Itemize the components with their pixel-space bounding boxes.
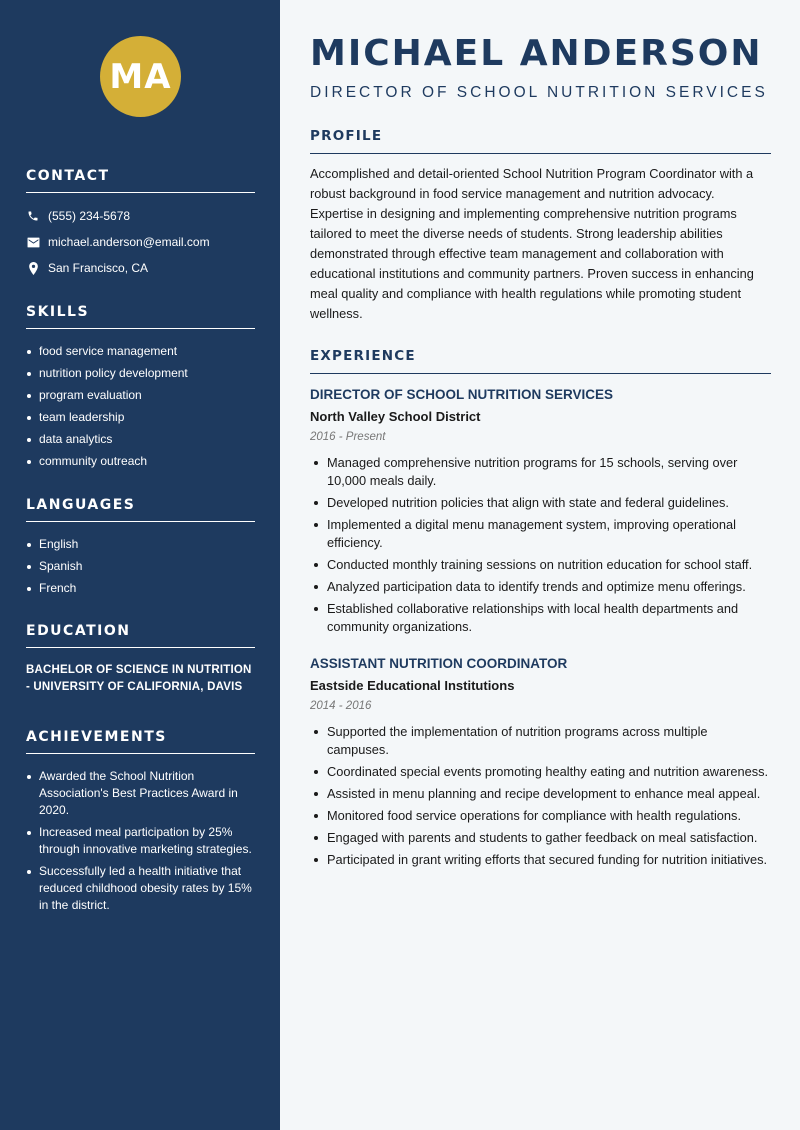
job-dates: 2016 - Present bbox=[310, 431, 386, 443]
languages-section bbox=[26, 497, 255, 602]
job-company: North Valley School District bbox=[310, 409, 481, 424]
skills-list bbox=[26, 343, 255, 470]
education-degree: BACHELOR OF SCIENCE IN NUTRITION - UNIVERSITY OF CALIFORNIA, DAVIS bbox=[26, 664, 252, 693]
achievements-section bbox=[26, 729, 255, 919]
job-bullet: Analyzed participation data to identify trends and optimize menu offerings. bbox=[310, 578, 771, 596]
profile-heading: PROFILE bbox=[310, 128, 771, 154]
location-pin-icon bbox=[26, 261, 40, 275]
experience-heading: EXPERIENCE bbox=[310, 348, 771, 374]
job-bullet: Developed nutrition policies that align with state and federal guidelines. bbox=[310, 494, 771, 512]
skill-item: community outreach bbox=[26, 453, 255, 470]
job-bullet: Engaged with parents and students to gather feedback on meal satisfaction. bbox=[310, 829, 771, 847]
skill-item: nutrition policy development bbox=[26, 365, 255, 382]
achievement-item: Awarded the School Nutrition Association's Best Practices Award in 2020. bbox=[26, 768, 255, 819]
language-item: French bbox=[26, 580, 255, 597]
achievements-list bbox=[26, 768, 255, 914]
job-entry bbox=[310, 386, 771, 640]
job-company: Eastside Educational Institutions bbox=[310, 678, 515, 693]
education-section bbox=[26, 623, 255, 696]
job-bullet: Coordinated special events promoting healthy eating and nutrition awareness. bbox=[310, 763, 771, 781]
skill-item: team leadership bbox=[26, 409, 255, 426]
phone-icon bbox=[26, 209, 40, 223]
contact-email bbox=[26, 233, 255, 251]
job-bullet: Monitored food service operations for compliance with health regulations. bbox=[310, 807, 771, 825]
skill-item: food service management bbox=[26, 343, 255, 360]
job-bullets bbox=[310, 454, 771, 636]
job-bullet: Implemented a digital menu management system, improving operational efficiency. bbox=[310, 516, 771, 552]
candidate-name: MICHAEL ANDERSON bbox=[310, 33, 763, 74]
languages-heading: LANGUAGES bbox=[26, 497, 255, 522]
job-bullet: Established collaborative relationships with local health departments and community organizations. bbox=[310, 600, 771, 636]
skills-heading: SKILLS bbox=[26, 304, 255, 329]
skills-section bbox=[26, 304, 255, 475]
language-item: Spanish bbox=[26, 558, 255, 575]
sidebar bbox=[0, 0, 280, 1130]
contact-section bbox=[26, 168, 255, 285]
job-bullet: Managed comprehensive nutrition programs for 15 schools, serving over 10,000 meals daily. bbox=[310, 454, 771, 490]
email-text: michael.anderson@email.com bbox=[48, 235, 210, 249]
language-item: English bbox=[26, 536, 255, 553]
languages-list bbox=[26, 536, 255, 597]
job-bullet: Supported the implementation of nutrition programs across multiple campuses. bbox=[310, 723, 771, 759]
contact-phone bbox=[26, 207, 255, 225]
job-bullets bbox=[310, 723, 771, 869]
avatar: MA bbox=[100, 36, 181, 117]
skill-item: program evaluation bbox=[26, 387, 255, 404]
education-heading: EDUCATION bbox=[26, 623, 255, 648]
job-bullet: Participated in grant writing efforts that secured funding for nutrition initiatives. bbox=[310, 851, 771, 869]
contact-heading: CONTACT bbox=[26, 168, 255, 193]
achievement-item: Increased meal participation by 25% through innovative marketing strategies. bbox=[26, 824, 255, 858]
location-text: San Francisco, CA bbox=[48, 261, 149, 275]
job-entry bbox=[310, 655, 771, 873]
job-title: ASSISTANT NUTRITION COORDINATOR bbox=[310, 656, 568, 671]
profile-text: Accomplished and detail-oriented School Nutrition Program Coordinator with a robust background in food service management and nutrition advocacy. Expertise in designing and implementing comprehensive nutrition programs tailored to meet the diverse needs of students. Strong leadership abilities demonstrated through effective team management and collaboration with educational institutions and community partners. Proven success in enhancing meal quality and compliance with health regulations while promoting student wellness. bbox=[310, 166, 754, 321]
email-icon bbox=[26, 235, 40, 249]
job-title-header: DIRECTOR OF SCHOOL NUTRITION SERVICES bbox=[310, 84, 768, 101]
job-bullet: Conducted monthly training sessions on nutrition education for school staff. bbox=[310, 556, 771, 574]
job-dates: 2014 - 2016 bbox=[310, 700, 372, 712]
job-bullet: Assisted in menu planning and recipe development to enhance meal appeal. bbox=[310, 785, 771, 803]
achievement-item: Successfully led a health initiative that reduced childhood obesity rates by 15% in the district. bbox=[26, 863, 255, 914]
phone-text: (555) 234-5678 bbox=[48, 209, 131, 223]
skill-item: data analytics bbox=[26, 431, 255, 448]
job-title: DIRECTOR OF SCHOOL NUTRITION SERVICES bbox=[310, 387, 614, 402]
contact-location bbox=[26, 259, 255, 277]
achievements-heading: ACHIEVEMENTS bbox=[26, 729, 255, 754]
